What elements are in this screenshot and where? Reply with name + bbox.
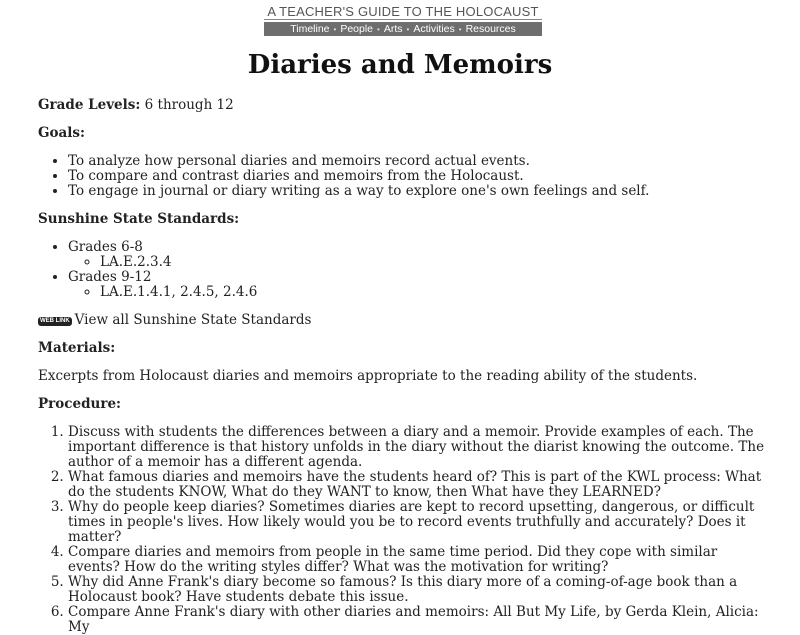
list-item (68, 240, 768, 270)
nav-bar (264, 22, 542, 36)
procedure-list (38, 425, 768, 635)
site-title[interactable]: A TEACHER'S GUIDE TO THE HOLOCAUST (264, 5, 542, 20)
site-banner (264, 5, 542, 36)
materials-text: Excerpts from Holocaust diaries and memoirs appropriate to the reading ability of the students. (38, 368, 698, 384)
nav-people[interactable]: People (340, 23, 374, 35)
standards-sublist (68, 255, 768, 270)
list-item: 4. Compare diaries and memoirs from people in the same time period. Did they cope with similar events? How do the writing styles differ? What was the motivation for writing? (68, 545, 768, 575)
grade-group-label: Grades 6-8 (68, 239, 143, 255)
list-item: 5. Why did Anne Frank's diary become so famous? Is this diary more of a coming-of-age book than a Holocaust book? Have students debate this issue. (68, 575, 768, 605)
nav-arts[interactable]: Arts (383, 23, 403, 35)
grade-group-label: Grades 9-12 (68, 269, 152, 285)
standards-heading: Sunshine State Standards: (38, 211, 240, 227)
goals-list (38, 154, 768, 199)
standards-sublist (68, 285, 768, 300)
list-item: 1. Discuss with students the differences between a diary and a memoir. Provide examples of each. The important difference is that history unfolds in the diary without the diarist knowing the outcome. The author of a memoir has a different agenda. (68, 425, 768, 470)
list-item (68, 270, 768, 300)
nav-separator: • (377, 24, 380, 34)
grade-levels-label: Grade Levels: (38, 97, 141, 113)
web-link-badge-icon: WEB LINK (40, 318, 70, 324)
nav-activities[interactable]: Activities (413, 23, 455, 35)
nav-separator: • (406, 24, 410, 34)
list-item: ◦ LA.E.2.3.4 (100, 255, 768, 270)
list-item: • To analyze how personal diaries and memoirs record actual events. (68, 154, 768, 169)
nav-resources[interactable]: Resources (465, 23, 516, 35)
list-item: • To compare and contrast diaries and memoirs from the Holocaust. (68, 169, 768, 184)
list-item: 3. Why do people keep diaries? Sometimes diaries are kept to record upsetting, dangerous, or difficult times in people's lives. How likely would you be to record events truthfully and accurately? Does it matter? (68, 500, 768, 545)
standards-list (38, 240, 768, 300)
view-standards-link[interactable]: View all Sunshine State Standards (74, 312, 312, 328)
main-content (38, 98, 768, 635)
goals-heading: Goals: (38, 125, 85, 141)
list-item: • To engage in journal or diary writing as a way to explore one's own feelings and self. (68, 184, 768, 199)
list-item: 2. What famous diaries and memoirs have the students heard of? This is part of the KWL process: What do the students KNOW, What do they WANT to know, then What have they LEARNED? (68, 470, 768, 500)
page-title: Diaries and Memoirs (247, 50, 553, 80)
procedure-heading: Procedure: (38, 396, 122, 412)
list-item: 6. Compare Anne Frank's diary with other diaries and memoirs: All But My Life, by Gerda Klein, Alicia: My (68, 605, 768, 635)
list-item: ◦ LA.E.1.4.1, 2.4.5, 2.4.6 (100, 285, 768, 300)
materials-heading: Materials: (38, 340, 116, 356)
nav-separator: • (458, 24, 462, 34)
grade-levels (38, 98, 768, 113)
view-standards-row (38, 313, 768, 328)
nav-separator: • (333, 24, 337, 34)
grade-levels-value: 6 through 12 (144, 97, 234, 113)
nav-timeline[interactable]: Timeline (290, 23, 330, 35)
